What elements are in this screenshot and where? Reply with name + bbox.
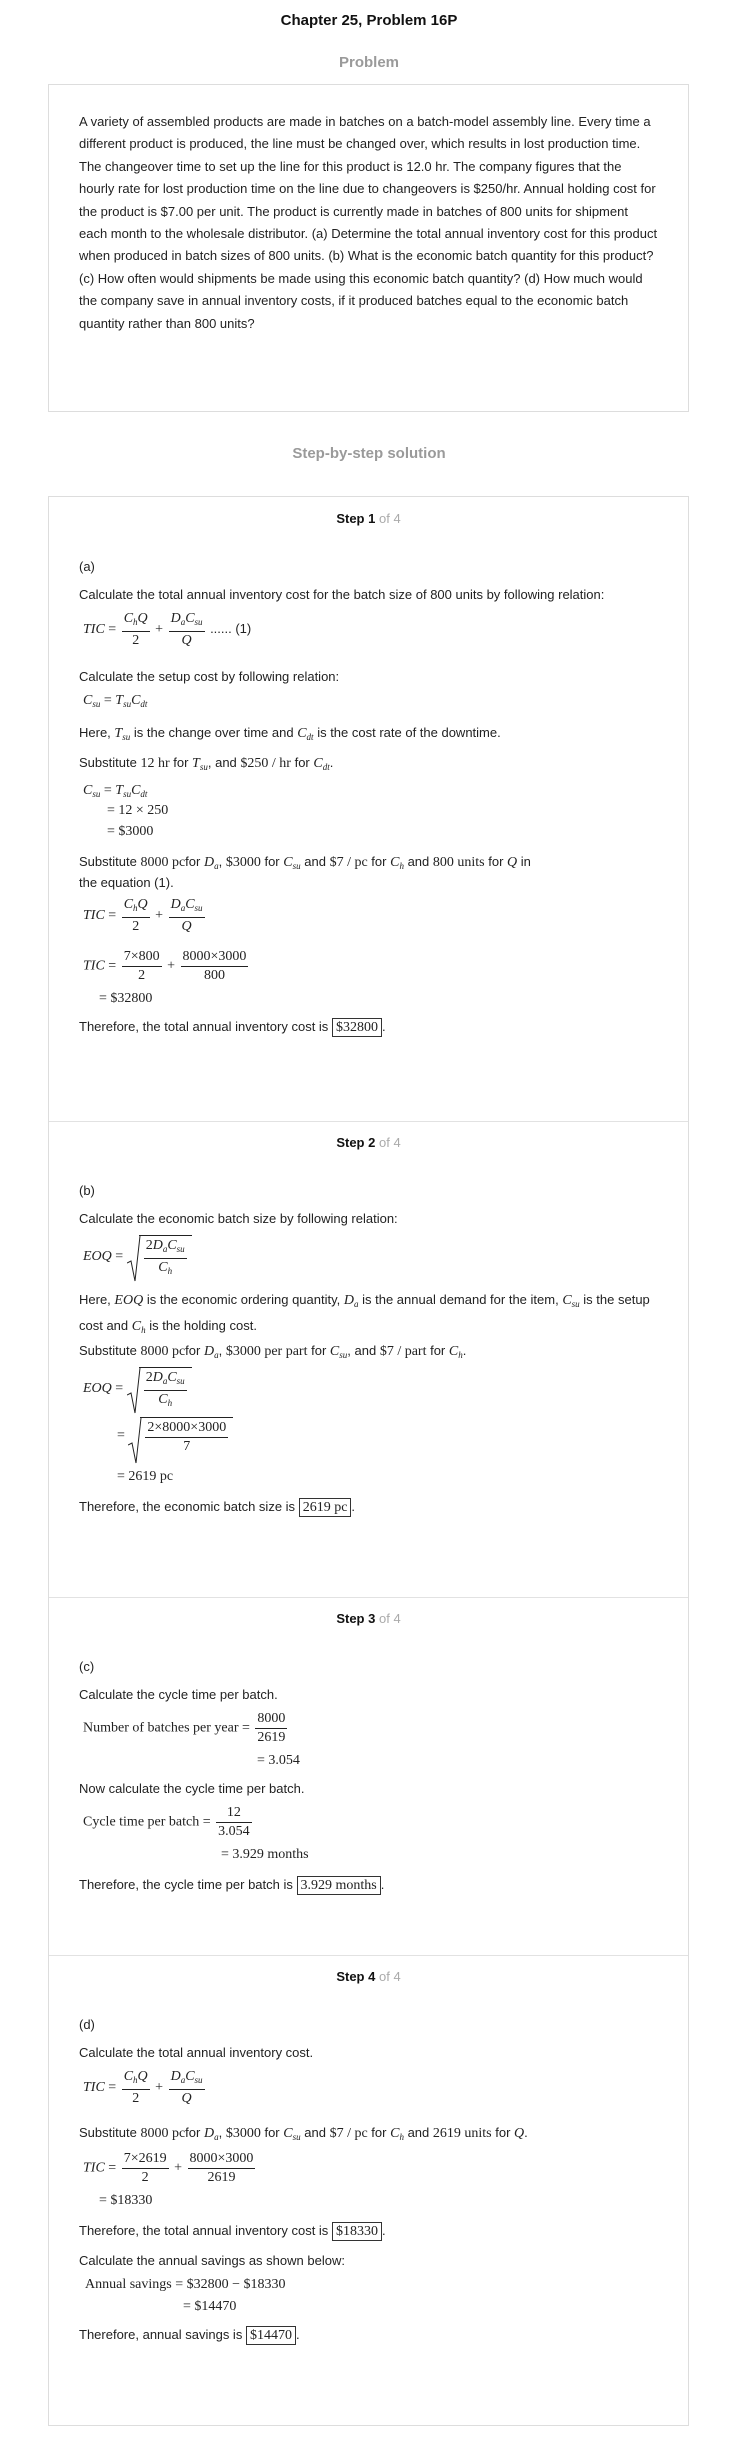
substitute-line-2-end: the equation (1).: [79, 875, 174, 890]
step-2-conclusion: Therefore, the economic batch size is 2619 pc .: [79, 1499, 356, 1515]
step-1-conclusion: Therefore, the total annual inventory cost is $32800 .: [79, 1019, 386, 1035]
solution-panel: [48, 496, 689, 2426]
tic-formula-repeat: TIC = $\frac{C_hQ}{2}$ + $\frac{D_aC_{su}}{Q}$: [83, 897, 203, 934]
part-label: (d): [79, 2017, 95, 2032]
step-2-answer: 2619 pc: [299, 1498, 352, 1517]
step-3-answer: 3.929 months: [297, 1876, 381, 1895]
step-word: Step: [336, 511, 365, 526]
eoq-result: = 2619 pc: [117, 1469, 174, 1484]
step-word: Step: [336, 1135, 365, 1150]
savings-formula: Annual savings = $32800 − $18330: [85, 2277, 286, 2292]
substitute-line: Substitute 8000 pcfor $D_a$, $3000 for $C_{su}$ and $7 / pc for $C_h$ and 2619 units for Q.: [79, 2125, 528, 2142]
step-4-answer-cost: $18330: [332, 2222, 382, 2241]
step-1-header: [49, 511, 688, 526]
here-line: Here, $T_{su}$ is the change over time and $C_{dt}$ is the cost rate of the downtime.: [79, 725, 501, 742]
setup-formula: $C_{su} = T_{su}C_{dt}$: [83, 693, 148, 709]
solution-heading: Step-by-step solution: [292, 445, 446, 462]
step-divider: [49, 1955, 688, 1956]
page-title: Chapter 25, Problem 16P: [280, 12, 458, 29]
eoq-substituted: = $\frac{2\times 8000\times 3000}{7}$: [117, 1417, 233, 1455]
step-4-answer-savings: $14470: [246, 2326, 296, 2345]
problem-panel: [48, 84, 689, 412]
cycle-intro: Now calculate the cycle time per batch.: [79, 1781, 305, 1796]
part-label: (c): [79, 1659, 95, 1674]
step-of-total: of 4: [378, 511, 401, 526]
step-intro: Calculate the economic batch size by following relation:: [79, 1211, 398, 1226]
step-intro: Calculate the total annual inventory cost for the batch size of 800 units by following relation:: [79, 587, 605, 602]
substitute-line: Substitute 8000 pcfor $D_a$, $3000 per part for $C_{su}$, and $7 / part for $C_h$.: [79, 1343, 467, 1360]
savings-result: = $14470: [183, 2299, 237, 2314]
step-of-total: of 4: [378, 1135, 401, 1150]
batches-per-year: Number of batches per year = $\frac{8000}{2619}$: [83, 1711, 286, 1745]
equation-label: ...... (1): [210, 621, 252, 637]
setup-intro: Calculate the setup cost by following relation:: [79, 669, 340, 684]
step-number: 1: [368, 511, 376, 526]
tic-formula: TIC = $\frac{C_hQ}{2}$ + $\frac{D_aC_{su}}{Q}$ ...... (1): [83, 611, 252, 648]
step-1-answer: $32800: [332, 1018, 382, 1037]
step-4-conclusion-savings: Therefore, annual savings is $14470 .: [79, 2327, 300, 2343]
problem-heading: Problem: [338, 54, 399, 71]
substitute-line-1: Substitute 12 hr for $T_{su}$, and $250 / hr for $C_{dt}$.: [79, 755, 334, 772]
step-intro: Calculate the cycle time per batch.: [79, 1687, 278, 1702]
step-2-header: [49, 1135, 688, 1150]
problem-text: A variety of assembled products are made in batches on a batch-model assembly line. Every time a different product is produced, the line must be changed over, which results in lost production time. The changeover time to set up the line for this product is 12.0 hr. The company figures that the hourly rate for lost production time on the line due to changeovers is $250/hr. Annual holding cost for the product is $7.00 per unit. The product is currently made in batches of 800 units for shipment each month to the wholesale distributor. (a) Determine the total annual inventory cost for this product when produced in batch sizes of 800 units. (b) What is the economic batch quantity for this product? (c) How often would shipments be made using this economic batch quantity? (d) How much would the company save in annual inventory costs, if it produced batches equal to the economic batch quantity rather than 800 units?: [79, 114, 658, 331]
step-3-header: [49, 1611, 688, 1626]
tic-substituted: TIC = $\frac{7\times 800}{2}$ + $\frac{8000\times 3000}{800}$: [83, 949, 247, 983]
step-4-conclusion-cost: Therefore, the total annual inventory cost is $18330 .: [79, 2223, 386, 2239]
step-of-total: of 4: [378, 1969, 401, 1984]
part-label: (b): [79, 1183, 95, 1198]
setup-calc-line-1: $C_{su} = T_{su}C_{dt}$: [83, 783, 148, 799]
step-number: 4: [368, 1969, 376, 1984]
substitute-line-2: Substitute 8000 pcfor $D_a$, $3000 for $C_{su}$ and $7 / pc for $C_h$ and 800 units for Q in: [79, 854, 531, 871]
cycle-time-result: = 3.929 months: [221, 1847, 309, 1862]
tic-result: = $32800: [99, 991, 153, 1006]
step-of-total: of 4: [378, 1611, 401, 1626]
step-word: Step: [336, 1611, 365, 1626]
tic-formula: TIC = $\frac{C_hQ}{2}$ + $\frac{D_aC_{su}}{Q}$: [83, 2069, 203, 2106]
setup-calc-line-2: = 12 × 250: [107, 803, 169, 818]
setup-calc-line-3: = $3000: [107, 824, 154, 839]
here-line: Here, EOQ is the economic ordering quantity, $D_a$ is the annual demand for the item, $C_{su}$ is the setup cost and $C_h$ is the holding cost.: [79, 1292, 650, 1335]
part-label: (a): [79, 559, 95, 574]
step-word: Step: [336, 1969, 365, 1984]
step-number: 2: [368, 1135, 376, 1150]
step-number: 3: [368, 1611, 376, 1626]
eoq-formula-repeat: EOQ = $\frac{2D_aC_{su}}{C_h}$: [83, 1367, 192, 1411]
step-divider: [49, 1597, 688, 1598]
step-4-header: [49, 1969, 688, 1984]
step-divider: [49, 1121, 688, 1122]
tic-result: = $18330: [99, 2193, 153, 2208]
eoq-formula: EOQ = $\frac{2D_aC_{su}}{C_h}$: [83, 1235, 192, 1279]
tic-substituted: TIC = $\frac{7\times 2619}{2}$ + $\frac{8000\times 3000}{2619}$: [83, 2151, 254, 2185]
step-3-conclusion: Therefore, the cycle time per batch is 3.929 months .: [79, 1877, 385, 1893]
savings-intro: Calculate the annual savings as shown below:: [79, 2253, 345, 2268]
cycle-time-formula: Cycle time per batch = $\frac{12}{3.054}$: [83, 1805, 250, 1839]
batches-result: = 3.054: [257, 1753, 300, 1768]
step-intro: Calculate the total annual inventory cost.: [79, 2045, 314, 2060]
